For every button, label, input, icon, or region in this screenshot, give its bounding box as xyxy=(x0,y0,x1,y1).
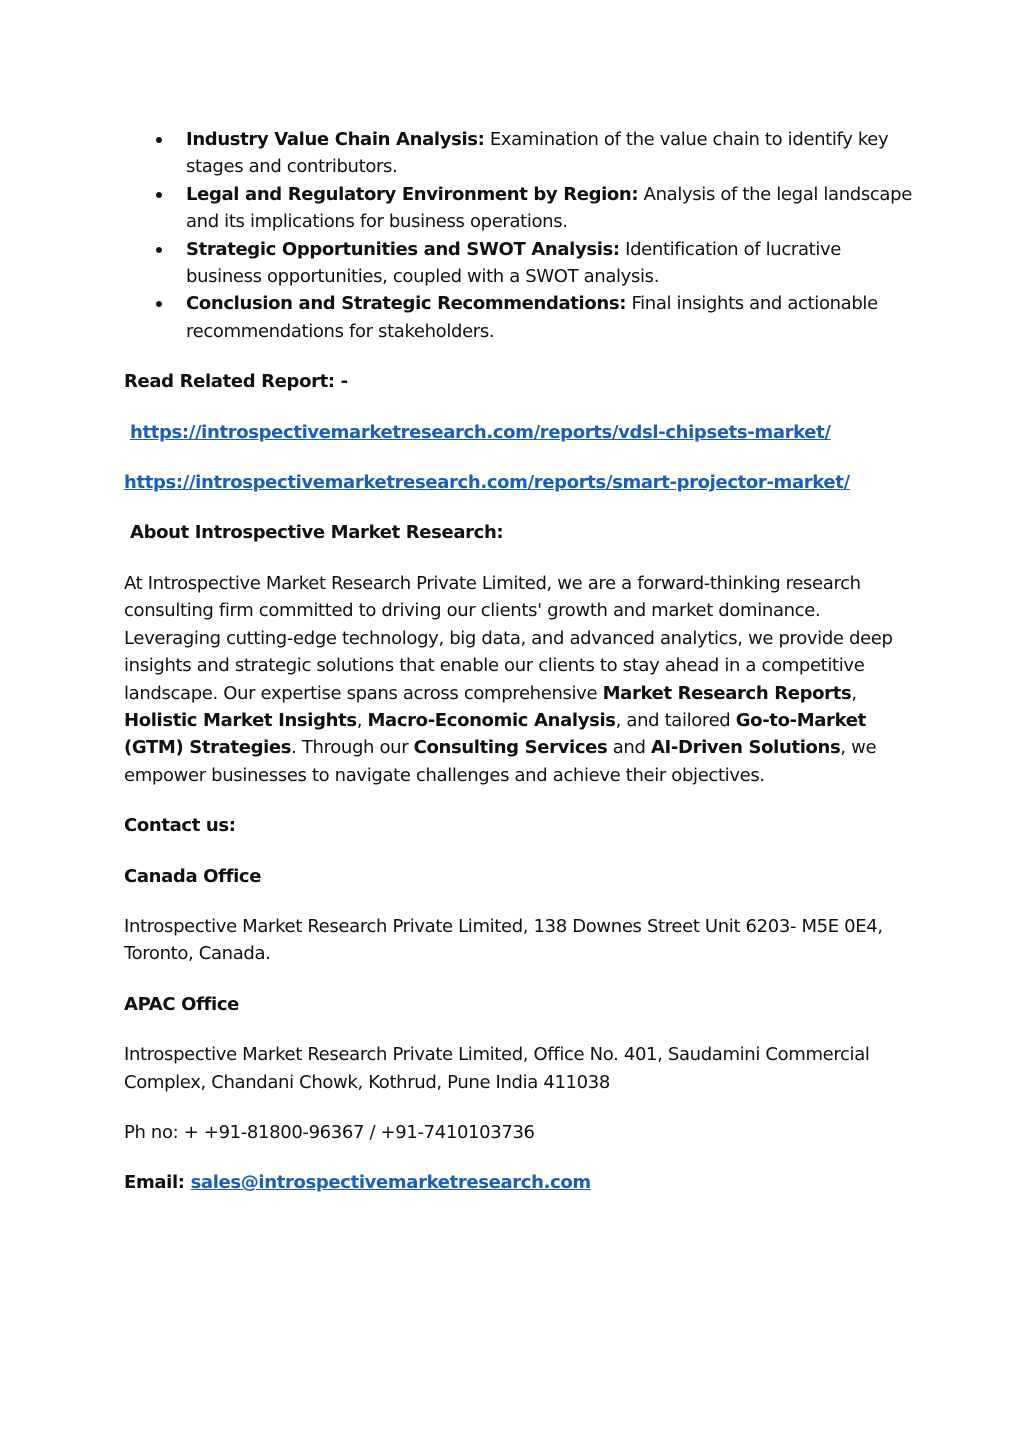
related-link-row xyxy=(124,419,914,446)
bullet-item xyxy=(124,290,914,345)
related-report-link-vdsl[interactable]: https://introspectivemarketresearch.com/reports/vdsl-chipsets-market/ xyxy=(130,421,831,443)
phone-numbers: Ph no: + +91-81800-96367 / +91-7410103736 xyxy=(124,1121,535,1143)
about-bold-term: Market Research Reports xyxy=(602,682,852,704)
about-bold-term: Macro-Economic Analysis xyxy=(367,709,616,731)
about-text: , xyxy=(356,709,368,731)
about-text: , xyxy=(851,682,857,704)
about-text: , we empower businesses to navigate challenges and achieve their objectives. xyxy=(124,737,877,786)
about-bold-term: AI-Driven Solutions xyxy=(650,737,841,759)
bullet-title: Industry Value Chain Analysis: xyxy=(186,129,485,150)
related-report-heading: Read Related Report: - xyxy=(124,371,348,393)
bullet-dot-icon xyxy=(156,301,162,307)
about-bold-term: Go-to-Market (GTM) Strategies xyxy=(124,709,866,759)
page-content xyxy=(124,126,914,1197)
about-text: , and tailored xyxy=(615,709,736,731)
apac-office-address: Introspective Market Research Private Limited, Office No. 401, Saudamini Commercial Complex, Chandani Chowk, Kothrud, Pune India 411038 xyxy=(124,1044,870,1093)
bullet-title: Conclusion and Strategic Recommendations: xyxy=(186,293,627,315)
about-paragraph xyxy=(124,570,914,789)
bullet-item xyxy=(124,126,914,181)
about-bold-term: Holistic Market Insights xyxy=(124,709,357,731)
about-bold-term: Consulting Services xyxy=(413,737,608,759)
email-label: Email: xyxy=(124,1172,191,1194)
bullet-text: Analysis of the legal landscape and its implications for business operations. xyxy=(186,183,912,233)
email-row xyxy=(124,1169,914,1196)
canada-office-address: Introspective Market Research Private Limited, 138 Downes Street Unit 6203- M5E 0E4, Toronto, Canada. xyxy=(124,915,883,965)
bullet-text: Examination of the value chain to identify key stages and contributors. xyxy=(186,129,889,178)
bullet-title: Legal and Regulatory Environment by Region: xyxy=(186,183,639,205)
bullet-dot-icon xyxy=(156,192,162,198)
canada-office-heading: Canada Office xyxy=(124,865,262,887)
about-heading: About Introspective Market Research: xyxy=(130,522,504,544)
bullet-text: Identification of lucrative business opportunities, coupled with a SWOT analysis. xyxy=(186,238,842,288)
bullet-item xyxy=(124,181,914,236)
bullet-item xyxy=(124,236,914,291)
apac-office-heading: APAC Office xyxy=(124,993,240,1015)
about-text: . Through our xyxy=(291,737,414,759)
bullet-dot-icon xyxy=(156,137,162,143)
related-report-link-projector[interactable]: https://introspectivemarketresearch.com/reports/smart-projector-market/ xyxy=(124,472,850,494)
related-link-row xyxy=(124,469,914,496)
email-link[interactable]: sales@introspectivemarketresearch.com xyxy=(190,1172,591,1194)
bullet-title: Strategic Opportunities and SWOT Analysis: xyxy=(186,238,620,260)
about-text: At Introspective Market Research Private Limited, we are a forward-thinking research consulting firm committed to driving our clients' growth and market dominance. Leveraging cutting-edge technology, big data, and advanced analytics, we provide deep insights and strategic solutions that enable our clients to stay ahead in a competitive landscape. Our expertise spans across comprehensive xyxy=(124,572,893,704)
bullet-text: Final insights and actionable recommendations for stakeholders. xyxy=(186,293,878,342)
about-text: and xyxy=(607,737,651,759)
feature-bullet-list xyxy=(124,126,914,345)
contact-heading: Contact us: xyxy=(124,815,236,837)
bullet-dot-icon xyxy=(156,247,162,253)
